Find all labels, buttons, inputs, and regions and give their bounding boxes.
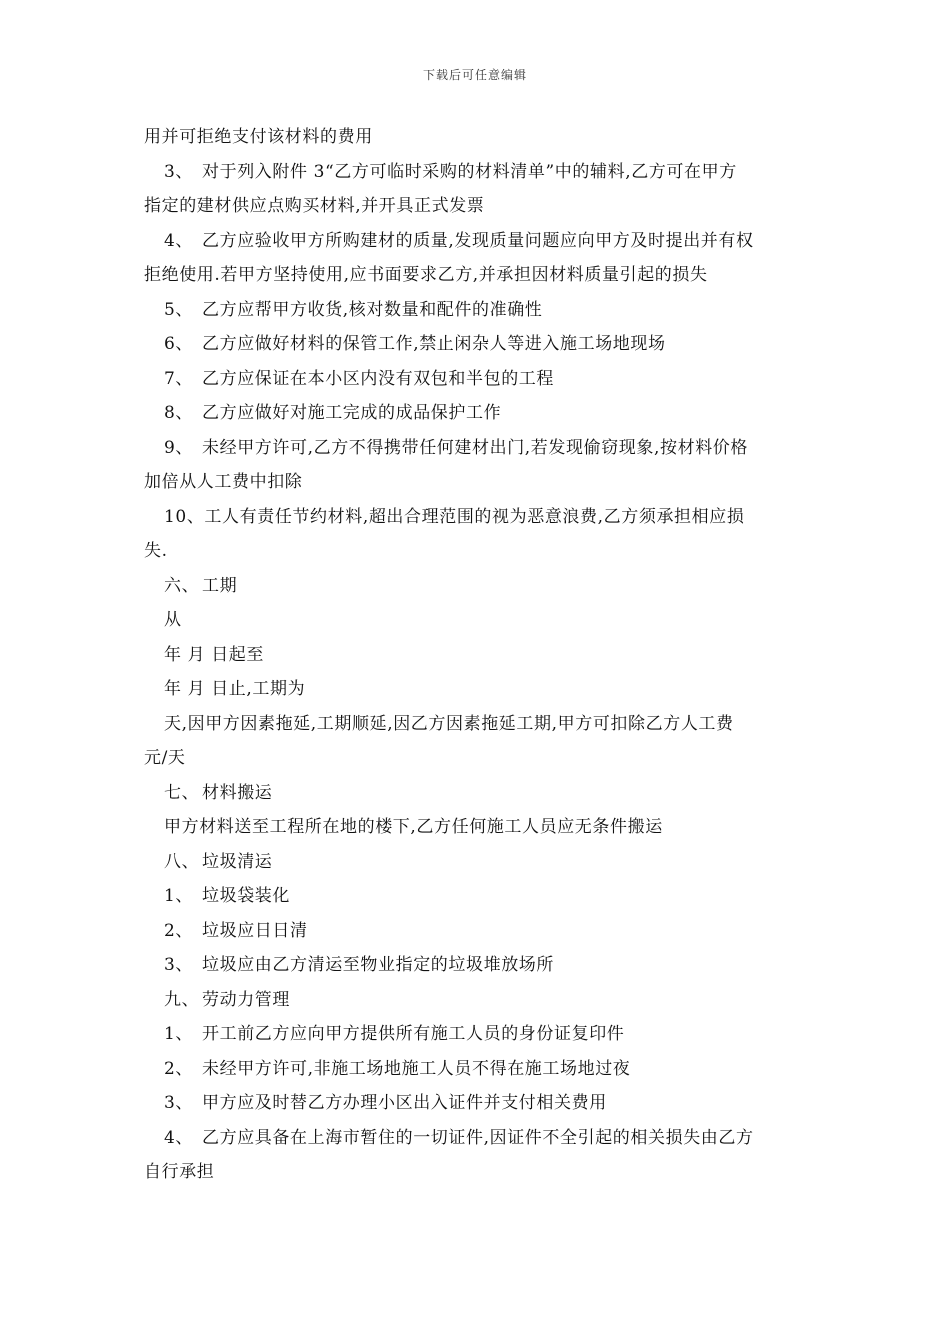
paragraph-line	[144, 1052, 810, 1087]
paragraph-line	[144, 845, 810, 880]
line-text: 劳动力管理	[202, 989, 290, 1010]
paragraph-line	[144, 258, 810, 293]
line-text: 未经甲方许可,非施工场地施工人员不得在施工场地过夜	[202, 1058, 631, 1079]
item-number: 6、	[164, 334, 194, 354]
line-text: 失.	[144, 541, 168, 561]
line-text: 自行承担	[144, 1162, 215, 1182]
paragraph-line	[144, 983, 810, 1018]
paragraph-line	[144, 879, 810, 914]
document-body	[144, 120, 810, 1190]
paragraph-line	[144, 465, 810, 500]
line-text: 垃圾应由乙方清运至物业指定的垃圾堆放场所	[202, 955, 554, 975]
paragraph-line	[144, 1155, 810, 1190]
paragraph-line	[144, 741, 810, 776]
item-number: 2、	[164, 920, 194, 941]
paragraph-line	[144, 914, 810, 949]
line-text: 乙方应帮甲方收货,核对数量和配件的准确性	[202, 299, 543, 320]
paragraph-line	[144, 189, 810, 224]
line-text: 垃圾袋装化	[202, 886, 290, 906]
paragraph-line	[144, 327, 810, 362]
line-text: 材料搬运	[202, 782, 273, 803]
item-number: 9、	[164, 437, 194, 458]
line-text: 拒绝使用.若甲方坚持使用,应书面要求乙方,并承担因材料质量引起的损失	[144, 265, 708, 285]
item-number: 7、	[164, 368, 194, 389]
line-text: 开工前乙方应向甲方提供所有施工人员的身份证复印件	[202, 1024, 625, 1044]
paragraph-line	[144, 500, 810, 535]
item-number: 4、	[164, 230, 194, 251]
item-number: 1、	[164, 1024, 194, 1044]
paragraph-line	[144, 603, 810, 638]
line-text: 10、工人有责任节约材料,超出合理范围的视为恶意浪费,乙方须承担相应损	[164, 506, 745, 527]
paragraph-line	[144, 707, 810, 742]
paragraph-line	[144, 224, 810, 259]
paragraph-line	[144, 396, 810, 431]
line-text: 从	[164, 610, 182, 630]
item-number: 3、	[164, 1093, 194, 1113]
item-number: 六、	[164, 575, 200, 596]
line-text: 乙方应做好对施工完成的成品保护工作	[202, 403, 502, 423]
line-text: 指定的建材供应点购买材料,并开具正式发票	[144, 196, 485, 216]
item-number: 3、	[164, 161, 194, 182]
line-text: 乙方应做好材料的保管工作,禁止闲杂人等进入施工场地现场	[202, 334, 666, 354]
item-number: 5、	[164, 299, 194, 320]
item-number: 2、	[164, 1058, 194, 1079]
paragraph-line	[144, 776, 810, 811]
line-text: 对于列入附件 3“乙方可临时采购的材料清单”中的辅料,乙方可在甲方	[202, 161, 737, 182]
item-number: 九、	[164, 989, 200, 1010]
item-number: 4、	[164, 1127, 194, 1148]
item-number: 八、	[164, 851, 200, 872]
paragraph-line	[144, 672, 810, 707]
paragraph-line	[144, 120, 810, 155]
paragraph-line	[144, 293, 810, 328]
line-text: 未经甲方许可,乙方不得携带任何建材出门,若发现偷窃现象,按材料价格	[202, 437, 749, 458]
paragraph-line	[144, 569, 810, 604]
paragraph-line	[144, 431, 810, 466]
paragraph-line	[144, 638, 810, 673]
paragraph-line	[144, 1086, 810, 1121]
line-text: 垃圾清运	[202, 851, 273, 872]
paragraph-line	[144, 1017, 810, 1052]
paragraph-line	[144, 810, 810, 845]
line-text: 甲方应及时替乙方办理小区出入证件并支付相关费用	[202, 1093, 607, 1113]
line-text: 乙方应验收甲方所购建材的质量,发现质量问题应向甲方及时提出并有权	[202, 230, 754, 251]
paragraph-line	[144, 155, 810, 190]
line-text: 加倍从人工费中扣除	[144, 472, 303, 492]
page-header: 下载后可任意编辑	[422, 68, 527, 82]
paragraph-line	[144, 1121, 810, 1156]
line-text: 垃圾应日日清	[202, 920, 308, 941]
line-text: 乙方应保证在本小区内没有双包和半包的工程	[202, 368, 554, 389]
line-text: 甲方材料送至工程所在地的楼下,乙方任何施工人员应无条件搬运	[164, 817, 663, 837]
line-text: 年 月 日止,工期为	[164, 679, 306, 699]
line-text: 元/天	[144, 748, 186, 768]
line-text: 用并可拒绝支付该材料的费用	[144, 127, 373, 147]
item-number: 3、	[164, 955, 194, 975]
item-number: 七、	[164, 782, 200, 803]
item-number: 8、	[164, 403, 194, 423]
line-text: 乙方应具备在上海市暂住的一切证件,因证件不全引起的相关损失由乙方	[202, 1127, 754, 1148]
paragraph-line	[144, 362, 810, 397]
line-text: 工期	[202, 575, 238, 596]
paragraph-line	[144, 534, 810, 569]
line-text: 年 月 日起至	[164, 644, 265, 665]
item-number: 1、	[164, 886, 194, 906]
paragraph-line	[144, 948, 810, 983]
line-text: 天,因甲方因素拖延,工期顺延,因乙方因素拖延工期,甲方可扣除乙方人工费	[164, 713, 734, 734]
